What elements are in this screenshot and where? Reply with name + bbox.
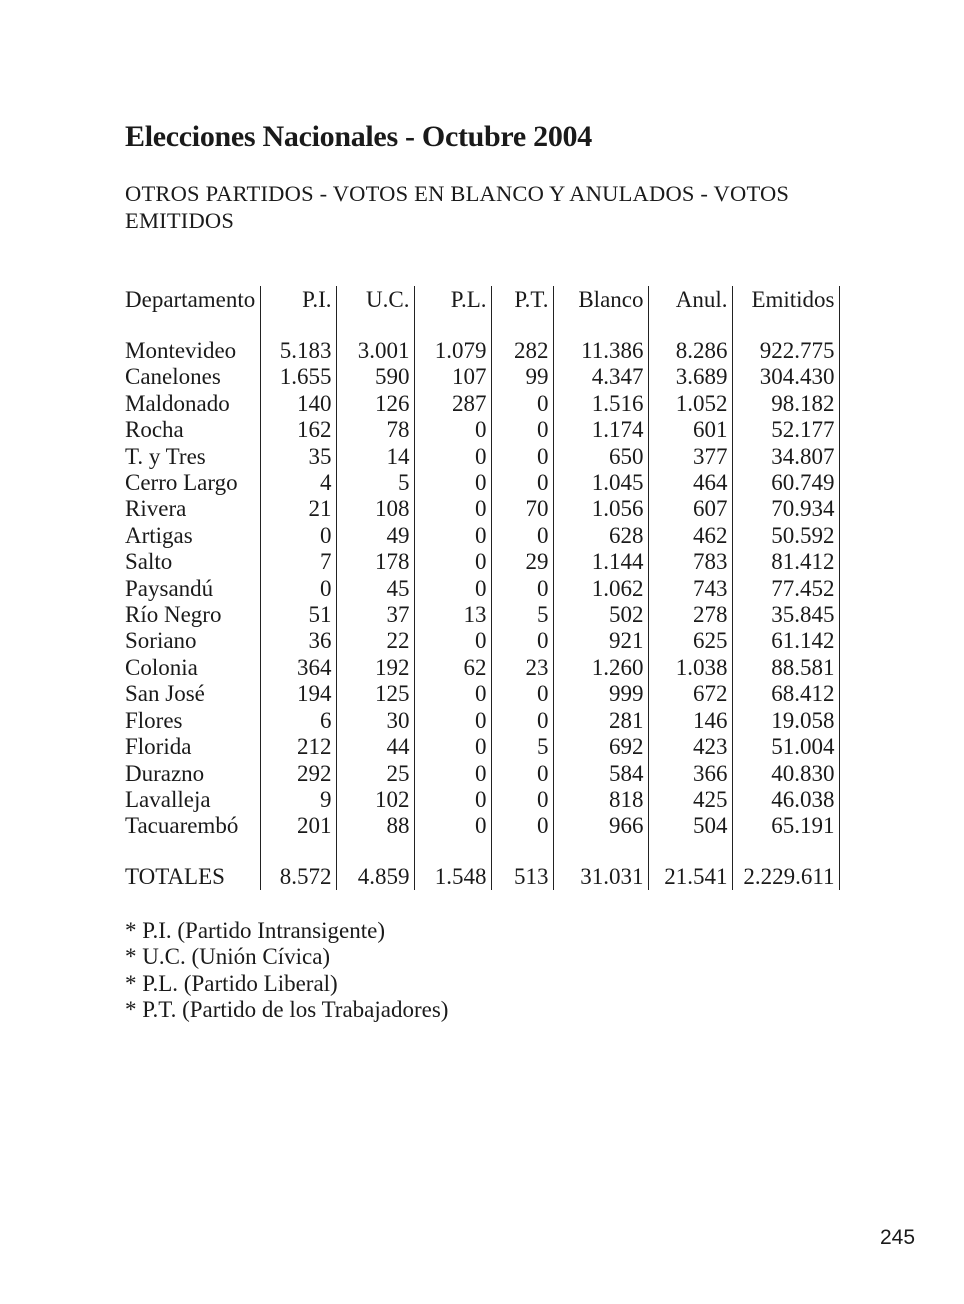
table-spacer xyxy=(124,840,839,864)
footnote: * P.L. (Partido Liberal) xyxy=(125,970,338,996)
table-cell: Colonia xyxy=(124,655,260,681)
table-cell: 49 xyxy=(336,523,414,549)
footnote: * P.T. (Partido de los Trabajadores) xyxy=(125,997,449,1023)
table-cell: 1.655 xyxy=(260,364,336,390)
table-cell: 625 xyxy=(648,628,732,654)
table-row xyxy=(124,391,839,417)
table-cell: 6 xyxy=(260,708,336,734)
table-cell: 126 xyxy=(336,391,414,417)
table-cell: 0 xyxy=(414,549,491,575)
table-cell: 0 xyxy=(414,628,491,654)
table-cell: Maldonado xyxy=(124,391,260,417)
table-cell: 8.286 xyxy=(648,338,732,364)
table-cell: Soriano xyxy=(124,628,260,654)
table-cell: 108 xyxy=(336,496,414,522)
table-cell: Florida xyxy=(124,734,260,760)
table-row xyxy=(124,444,839,470)
table-cell: 212 xyxy=(260,734,336,760)
table-cell: 1.260 xyxy=(553,655,648,681)
table-cell: Cerro Largo xyxy=(124,470,260,496)
table-cell: 107 xyxy=(414,364,491,390)
table-cell: 88.581 xyxy=(732,655,839,681)
table-cell: 1.548 xyxy=(414,864,491,890)
table-cell: 584 xyxy=(553,761,648,787)
table-cell: 88 xyxy=(336,813,414,839)
table-cell: 425 xyxy=(648,787,732,813)
column-header: P.I. xyxy=(260,286,336,314)
table-row xyxy=(124,681,839,707)
table-cell: 0 xyxy=(491,761,553,787)
table-cell: 3.689 xyxy=(648,364,732,390)
table-cell: 4.859 xyxy=(336,864,414,890)
table-row xyxy=(124,549,839,575)
table-cell: 35 xyxy=(260,444,336,470)
table-cell: 98.182 xyxy=(732,391,839,417)
table-cell: 52.177 xyxy=(732,417,839,443)
table-cell: Montevideo xyxy=(124,338,260,364)
table-cell: 4.347 xyxy=(553,364,648,390)
table-cell: 13 xyxy=(414,602,491,628)
table-row xyxy=(124,470,839,496)
table-cell: Durazno xyxy=(124,761,260,787)
table-cell: 5 xyxy=(491,602,553,628)
table-cell: 0 xyxy=(414,787,491,813)
table-cell: 966 xyxy=(553,813,648,839)
footnotes xyxy=(125,918,448,1024)
table-cell: 51.004 xyxy=(732,734,839,760)
table-cell: Salto xyxy=(124,549,260,575)
table-cell: 0 xyxy=(491,681,553,707)
table-cell: 99 xyxy=(491,364,553,390)
table-cell: 1.516 xyxy=(553,391,648,417)
totals-row xyxy=(124,864,839,890)
table-cell: 31.031 xyxy=(553,864,648,890)
table-row xyxy=(124,628,839,654)
table-cell: 628 xyxy=(553,523,648,549)
table-cell: Río Negro xyxy=(124,602,260,628)
table-cell: 0 xyxy=(260,576,336,602)
table-cell: 304.430 xyxy=(732,364,839,390)
footnote: * U.C. (Unión Cívica) xyxy=(125,944,331,970)
table-cell: 0 xyxy=(414,444,491,470)
table-row xyxy=(124,708,839,734)
table-cell: 140 xyxy=(260,391,336,417)
table-cell: 78 xyxy=(336,417,414,443)
table-cell: 0 xyxy=(414,470,491,496)
table-cell: 194 xyxy=(260,681,336,707)
table-cell: 22 xyxy=(336,628,414,654)
table-row xyxy=(124,576,839,602)
table-cell: 0 xyxy=(414,576,491,602)
page-number: 245 xyxy=(880,1226,916,1249)
table-cell: 377 xyxy=(648,444,732,470)
table-cell: 0 xyxy=(414,734,491,760)
table-cell: 922.775 xyxy=(732,338,839,364)
table-cell: 0 xyxy=(414,417,491,443)
table-cell: 1.052 xyxy=(648,391,732,417)
table-cell: 29 xyxy=(491,549,553,575)
table-cell: 504 xyxy=(648,813,732,839)
table-cell: 21.541 xyxy=(648,864,732,890)
table-cell: 102 xyxy=(336,787,414,813)
table-cell: 125 xyxy=(336,681,414,707)
table-cell: 0 xyxy=(491,417,553,443)
table-cell: 0 xyxy=(414,496,491,522)
footnote: * P.I. (Partido Intransigente) xyxy=(125,918,385,943)
table-cell: Canelones xyxy=(124,364,260,390)
table-cell: 1.045 xyxy=(553,470,648,496)
table-cell: 0 xyxy=(491,576,553,602)
table-cell: 9 xyxy=(260,787,336,813)
table-cell: 0 xyxy=(491,628,553,654)
table-cell: 25 xyxy=(336,761,414,787)
table-cell: 37 xyxy=(336,602,414,628)
table-cell: 0 xyxy=(414,708,491,734)
table-cell: 278 xyxy=(648,602,732,628)
table-cell: 70 xyxy=(491,496,553,522)
table-cell: 0 xyxy=(491,708,553,734)
column-header: P.T. xyxy=(491,286,553,314)
table-cell: 23 xyxy=(491,655,553,681)
table-cell: San José xyxy=(124,681,260,707)
table-cell: Tacuarembó xyxy=(124,813,260,839)
table-cell: 282 xyxy=(491,338,553,364)
table-cell: 364 xyxy=(260,655,336,681)
table-cell: 4 xyxy=(260,470,336,496)
table-cell: 81.412 xyxy=(732,549,839,575)
table-cell: 62 xyxy=(414,655,491,681)
table-spacer xyxy=(124,314,839,338)
table-cell: 743 xyxy=(648,576,732,602)
table-cell: 5.183 xyxy=(260,338,336,364)
table-row xyxy=(124,417,839,443)
table-header-row xyxy=(124,286,839,314)
table-cell: 281 xyxy=(553,708,648,734)
table-cell: 21 xyxy=(260,496,336,522)
table-row xyxy=(124,761,839,787)
table-cell: 34.807 xyxy=(732,444,839,470)
table-cell: 590 xyxy=(336,364,414,390)
table-cell: Rivera xyxy=(124,496,260,522)
table-cell: 1.062 xyxy=(553,576,648,602)
table-cell: 5 xyxy=(491,734,553,760)
table-cell: 77.452 xyxy=(732,576,839,602)
table-cell: Rocha xyxy=(124,417,260,443)
table-cell: 650 xyxy=(553,444,648,470)
table-cell: 0 xyxy=(414,681,491,707)
table-cell: TOTALES xyxy=(124,864,260,890)
table-subtitle: OTROS PARTIDOS - VOTOS EN BLANCO Y ANULADOS - VOTOS EMITIDOS xyxy=(125,181,790,233)
table-cell: 65.191 xyxy=(732,813,839,839)
table-cell: 192 xyxy=(336,655,414,681)
table-row xyxy=(124,813,839,839)
table-cell: 60.749 xyxy=(732,470,839,496)
table-cell: 0 xyxy=(491,523,553,549)
table-cell: Artigas xyxy=(124,523,260,549)
table-cell: Flores xyxy=(124,708,260,734)
table-cell: 292 xyxy=(260,761,336,787)
column-header: Blanco xyxy=(553,286,648,314)
table-cell: 366 xyxy=(648,761,732,787)
table-cell: 1.144 xyxy=(553,549,648,575)
table-cell: 61.142 xyxy=(732,628,839,654)
table-cell: 502 xyxy=(553,602,648,628)
table-cell: 46.038 xyxy=(732,787,839,813)
table-cell: 36 xyxy=(260,628,336,654)
table-cell: Lavalleja xyxy=(124,787,260,813)
table-cell: 146 xyxy=(648,708,732,734)
table-cell: 44 xyxy=(336,734,414,760)
table-cell: 672 xyxy=(648,681,732,707)
column-header: Anul. xyxy=(648,286,732,314)
table-cell: 818 xyxy=(553,787,648,813)
table-cell: 3.001 xyxy=(336,338,414,364)
table-cell: 1.174 xyxy=(553,417,648,443)
table-cell: 201 xyxy=(260,813,336,839)
table-cell: 70.934 xyxy=(732,496,839,522)
table-cell: 68.412 xyxy=(732,681,839,707)
column-header: Departamento xyxy=(124,286,260,314)
column-header: U.C. xyxy=(336,286,414,314)
table-cell: 0 xyxy=(491,470,553,496)
table-cell: 5 xyxy=(336,470,414,496)
table-cell: 999 xyxy=(553,681,648,707)
table-cell: 0 xyxy=(491,813,553,839)
page-title: Elecciones Nacionales - Octubre 2004 xyxy=(125,120,592,153)
table-cell: 7 xyxy=(260,549,336,575)
table-cell: 45 xyxy=(336,576,414,602)
table-cell: 601 xyxy=(648,417,732,443)
table-cell: 1.079 xyxy=(414,338,491,364)
table-cell: 692 xyxy=(553,734,648,760)
table-cell: 51 xyxy=(260,602,336,628)
table-cell: 0 xyxy=(491,787,553,813)
table-cell: 287 xyxy=(414,391,491,417)
table-row xyxy=(124,655,839,681)
table-cell: 607 xyxy=(648,496,732,522)
table-cell: 14 xyxy=(336,444,414,470)
column-header: Emitidos xyxy=(732,286,839,314)
table-cell: 40.830 xyxy=(732,761,839,787)
table-cell: 2.229.611 xyxy=(732,864,839,890)
table-row xyxy=(124,602,839,628)
table-cell: 0 xyxy=(414,813,491,839)
column-header: P.L. xyxy=(414,286,491,314)
table-cell: 8.572 xyxy=(260,864,336,890)
table-cell: 30 xyxy=(336,708,414,734)
table-cell: 0 xyxy=(491,444,553,470)
table-cell: 1.038 xyxy=(648,655,732,681)
table-cell: T. y Tres xyxy=(124,444,260,470)
table-cell: 0 xyxy=(491,391,553,417)
table-body xyxy=(124,338,839,840)
table-cell: 921 xyxy=(553,628,648,654)
table-cell: 11.386 xyxy=(553,338,648,364)
table-cell: 464 xyxy=(648,470,732,496)
table-row xyxy=(124,523,839,549)
table-cell: 423 xyxy=(648,734,732,760)
table-cell: 162 xyxy=(260,417,336,443)
table-cell: 783 xyxy=(648,549,732,575)
table-cell: 0 xyxy=(260,523,336,549)
table-row xyxy=(124,364,839,390)
table-cell: 19.058 xyxy=(732,708,839,734)
results-table xyxy=(124,286,840,890)
table-cell: 513 xyxy=(491,864,553,890)
table-cell: 50.592 xyxy=(732,523,839,549)
table-row xyxy=(124,734,839,760)
table-row xyxy=(124,338,839,364)
table-row xyxy=(124,787,839,813)
table-cell: 178 xyxy=(336,549,414,575)
table-cell: 462 xyxy=(648,523,732,549)
table-cell: 0 xyxy=(414,761,491,787)
table-cell: 0 xyxy=(414,523,491,549)
table-cell: Paysandú xyxy=(124,576,260,602)
table-cell: 35.845 xyxy=(732,602,839,628)
table-row xyxy=(124,496,839,522)
table-cell: 1.056 xyxy=(553,496,648,522)
